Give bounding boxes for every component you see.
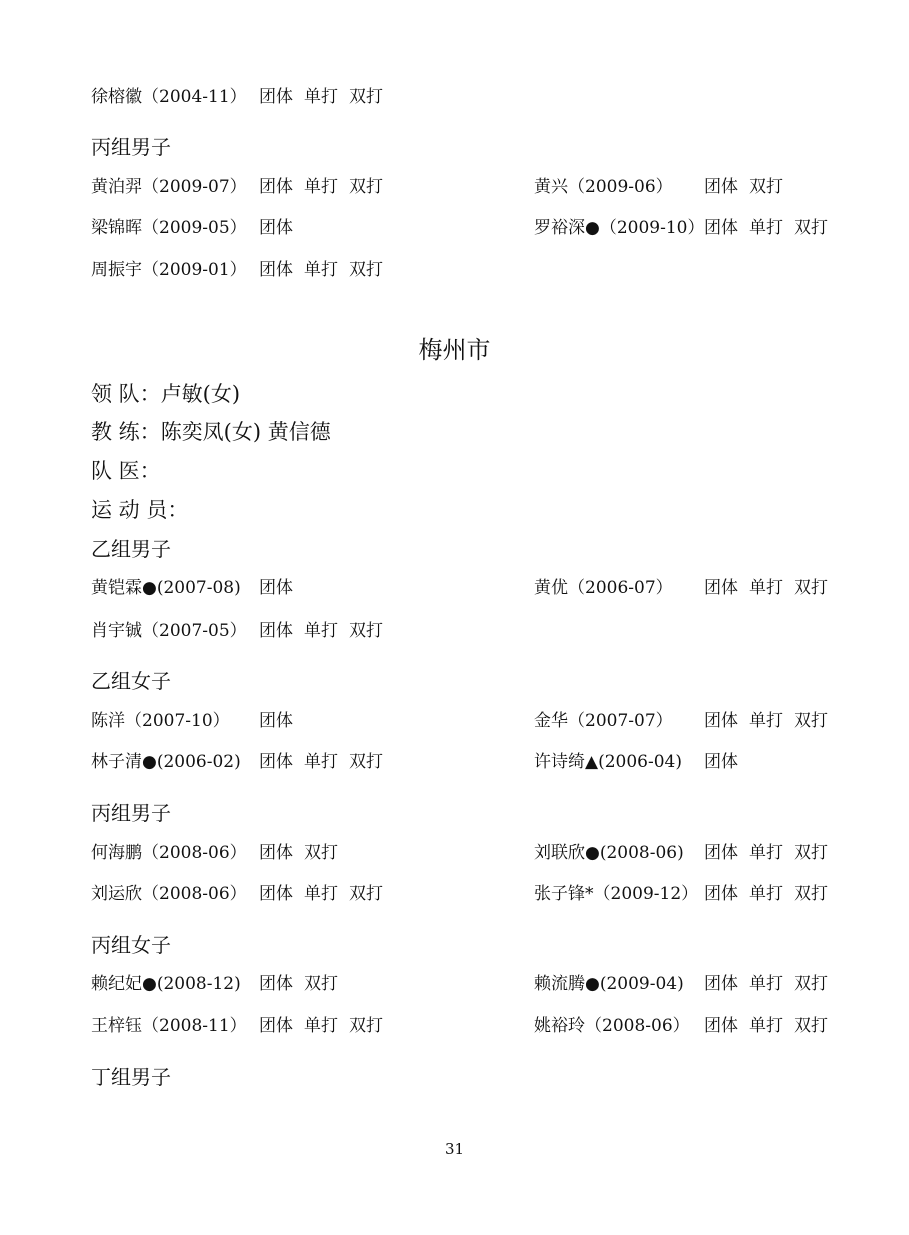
event-label: 团体 [259, 621, 293, 641]
athlete-events [259, 573, 304, 598]
athlete-events [259, 879, 394, 904]
athlete-dob: （2008-06） [142, 884, 247, 904]
event-label: 团体 [704, 578, 738, 598]
athlete-name: 周振宇 [91, 260, 142, 280]
athlete-entry [534, 838, 684, 863]
athlete-entry [534, 1011, 690, 1036]
leader-line [91, 378, 240, 408]
athlete-dob: (2008-06) [599, 843, 684, 863]
group-heading: 丙组女子 [91, 933, 171, 957]
page-number: 31 [444, 1140, 465, 1158]
athletes-line [91, 494, 188, 524]
athlete-entry [91, 1011, 247, 1036]
event-label: 双打 [304, 974, 338, 994]
athlete-dob: (2007-08) [156, 578, 241, 598]
athlete-events [704, 969, 839, 994]
athlete-entry [91, 747, 241, 772]
doctor-line [91, 455, 161, 485]
event-label: 单打 [304, 177, 338, 197]
athlete-dob: (2006-02) [156, 752, 241, 772]
event-label: 团体 [704, 884, 738, 904]
event-label: 双打 [794, 218, 828, 238]
athlete-entry [91, 255, 247, 280]
event-label: 双打 [349, 1016, 383, 1036]
athlete-dob: （2009-05） [142, 218, 247, 238]
event-label: 团体 [259, 177, 293, 197]
athlete-events [704, 879, 839, 904]
athlete-events [704, 1011, 839, 1036]
athlete-entry [91, 616, 247, 641]
event-label: 双打 [794, 711, 828, 731]
athlete-events [704, 573, 839, 598]
athlete-events [259, 213, 304, 238]
group-heading: 丁组男子 [91, 1065, 171, 1089]
event-label: 双打 [349, 621, 383, 641]
group-heading: 乙组男子 [91, 537, 171, 561]
event-label: 团体 [259, 711, 293, 731]
athlete-name: 赖流腾● [534, 974, 600, 994]
athlete-dob: (2006-04) [598, 752, 682, 772]
event-label: 双打 [349, 752, 383, 772]
athlete-entry [91, 706, 230, 731]
athlete-name: 王梓钰 [91, 1016, 142, 1036]
athlete-name: 徐榕徽 [91, 87, 142, 107]
athlete-name: 黄兴 [534, 177, 568, 197]
doctor-label: 队 医： [91, 459, 161, 483]
event-label: 双打 [349, 260, 383, 280]
event-label: 双打 [349, 87, 383, 107]
athlete-entry [534, 573, 673, 598]
event-label: 双打 [349, 177, 383, 197]
event-label: 单打 [304, 260, 338, 280]
athlete-events [704, 172, 794, 197]
event-label: 单打 [749, 843, 783, 863]
athlete-events [704, 213, 839, 238]
athlete-entry [91, 573, 241, 598]
athlete-dob: （2009-10） [599, 218, 705, 238]
event-label: 团体 [259, 1016, 293, 1036]
event-label: 团体 [704, 711, 738, 731]
athlete-entry [91, 172, 247, 197]
athlete-events [259, 838, 349, 863]
event-label: 单打 [304, 884, 338, 904]
event-label: 单打 [749, 1016, 783, 1036]
event-label: 团体 [704, 752, 738, 772]
athlete-dob: （2007-07） [568, 711, 673, 731]
event-label: 团体 [704, 1016, 738, 1036]
event-label: 双打 [794, 1016, 828, 1036]
athlete-entry [534, 213, 704, 238]
athlete-entry [91, 838, 247, 863]
event-label: 单打 [304, 1016, 338, 1036]
athlete-events [259, 747, 394, 772]
event-label: 单打 [749, 711, 783, 731]
athlete-entry [534, 706, 673, 731]
group-heading: 乙组女子 [91, 669, 171, 693]
event-label: 团体 [259, 87, 293, 107]
event-label: 单打 [749, 974, 783, 994]
event-label: 单打 [749, 884, 783, 904]
athlete-name: 赖纪妃● [91, 974, 157, 994]
athlete-dob: （2007-10） [125, 711, 230, 731]
athlete-name: 刘运欣 [91, 884, 142, 904]
event-label: 团体 [259, 218, 293, 238]
event-label: 团体 [704, 177, 738, 197]
event-label: 单打 [304, 87, 338, 107]
athlete-events [259, 1011, 394, 1036]
athlete-entry [91, 82, 247, 107]
athlete-name: 肖宇铖 [91, 621, 142, 641]
athlete-entry [534, 747, 682, 772]
athlete-dob: （2009-07） [142, 177, 247, 197]
athlete-entry [91, 969, 241, 994]
event-label: 单打 [749, 578, 783, 598]
athlete-dob: （2009-01） [142, 260, 247, 280]
event-label: 双打 [794, 974, 828, 994]
leader-label: 领 队： [91, 382, 161, 406]
athlete-events [259, 172, 394, 197]
athlete-events [704, 747, 749, 772]
athlete-dob: (2008-12) [156, 974, 241, 994]
athlete-dob: （2004-11） [142, 87, 247, 107]
athlete-dob: （2008-06） [142, 843, 247, 863]
group-heading: 丙组男子 [91, 135, 171, 159]
athlete-dob: （2009-06） [568, 177, 673, 197]
athlete-entry [534, 879, 698, 904]
event-label: 团体 [259, 884, 293, 904]
event-label: 双打 [349, 884, 383, 904]
athlete-name: 黄优 [534, 578, 568, 598]
athlete-entry [91, 879, 247, 904]
athlete-dob: （2006-07） [568, 578, 673, 598]
athlete-name: 刘联欣● [534, 843, 600, 863]
athlete-name: 黄泊羿 [91, 177, 142, 197]
athlete-dob: （2007-05） [142, 621, 247, 641]
event-label: 团体 [704, 218, 738, 238]
event-label: 团体 [259, 260, 293, 280]
event-label: 双打 [794, 843, 828, 863]
event-label: 单打 [304, 752, 338, 772]
athlete-name: 黄铠霖● [91, 578, 157, 598]
athlete-name: 张子锋* [534, 884, 594, 904]
event-label: 双打 [794, 578, 828, 598]
athlete-events [259, 255, 394, 280]
athlete-events [704, 838, 839, 863]
athlete-name: 姚裕玲 [534, 1016, 585, 1036]
athlete-name: 陈洋 [91, 711, 125, 731]
athlete-events [259, 969, 349, 994]
event-label: 团体 [259, 974, 293, 994]
event-label: 单打 [749, 218, 783, 238]
athlete-name: 罗裕深● [534, 218, 600, 238]
coach-value: 陈奕凤(女) 黄信德 [160, 420, 331, 444]
event-label: 团体 [259, 843, 293, 863]
athlete-dob: （2008-11） [142, 1016, 247, 1036]
event-label: 单打 [304, 621, 338, 641]
event-label: 团体 [704, 974, 738, 994]
athlete-name: 何海鹏 [91, 843, 142, 863]
athlete-dob: (2009-04) [599, 974, 684, 994]
athletes-label: 运 动 员： [91, 498, 189, 522]
athlete-events [259, 82, 394, 107]
athlete-name: 许诗绮▲ [534, 752, 599, 772]
coach-line [91, 416, 331, 446]
event-label: 双打 [749, 177, 783, 197]
city-title: 梅州市 [418, 336, 491, 364]
athlete-name: 梁锦晖 [91, 218, 142, 238]
event-label: 团体 [259, 752, 293, 772]
athlete-dob: （2008-06） [585, 1016, 690, 1036]
athlete-entry [534, 172, 673, 197]
coach-label: 教 练： [91, 420, 161, 444]
leader-value: 卢敏(女) [160, 382, 241, 406]
athlete-events [259, 616, 394, 641]
athlete-entry [91, 213, 247, 238]
athlete-name: 林子清● [91, 752, 157, 772]
athlete-events [704, 706, 839, 731]
athlete-entry [534, 969, 684, 994]
event-label: 双打 [304, 843, 338, 863]
athlete-name: 金华 [534, 711, 568, 731]
event-label: 团体 [259, 578, 293, 598]
group-heading: 丙组男子 [91, 801, 171, 825]
event-label: 团体 [704, 843, 738, 863]
athlete-events [259, 706, 304, 731]
athlete-dob: （2009-12） [593, 884, 699, 904]
event-label: 双打 [794, 884, 828, 904]
